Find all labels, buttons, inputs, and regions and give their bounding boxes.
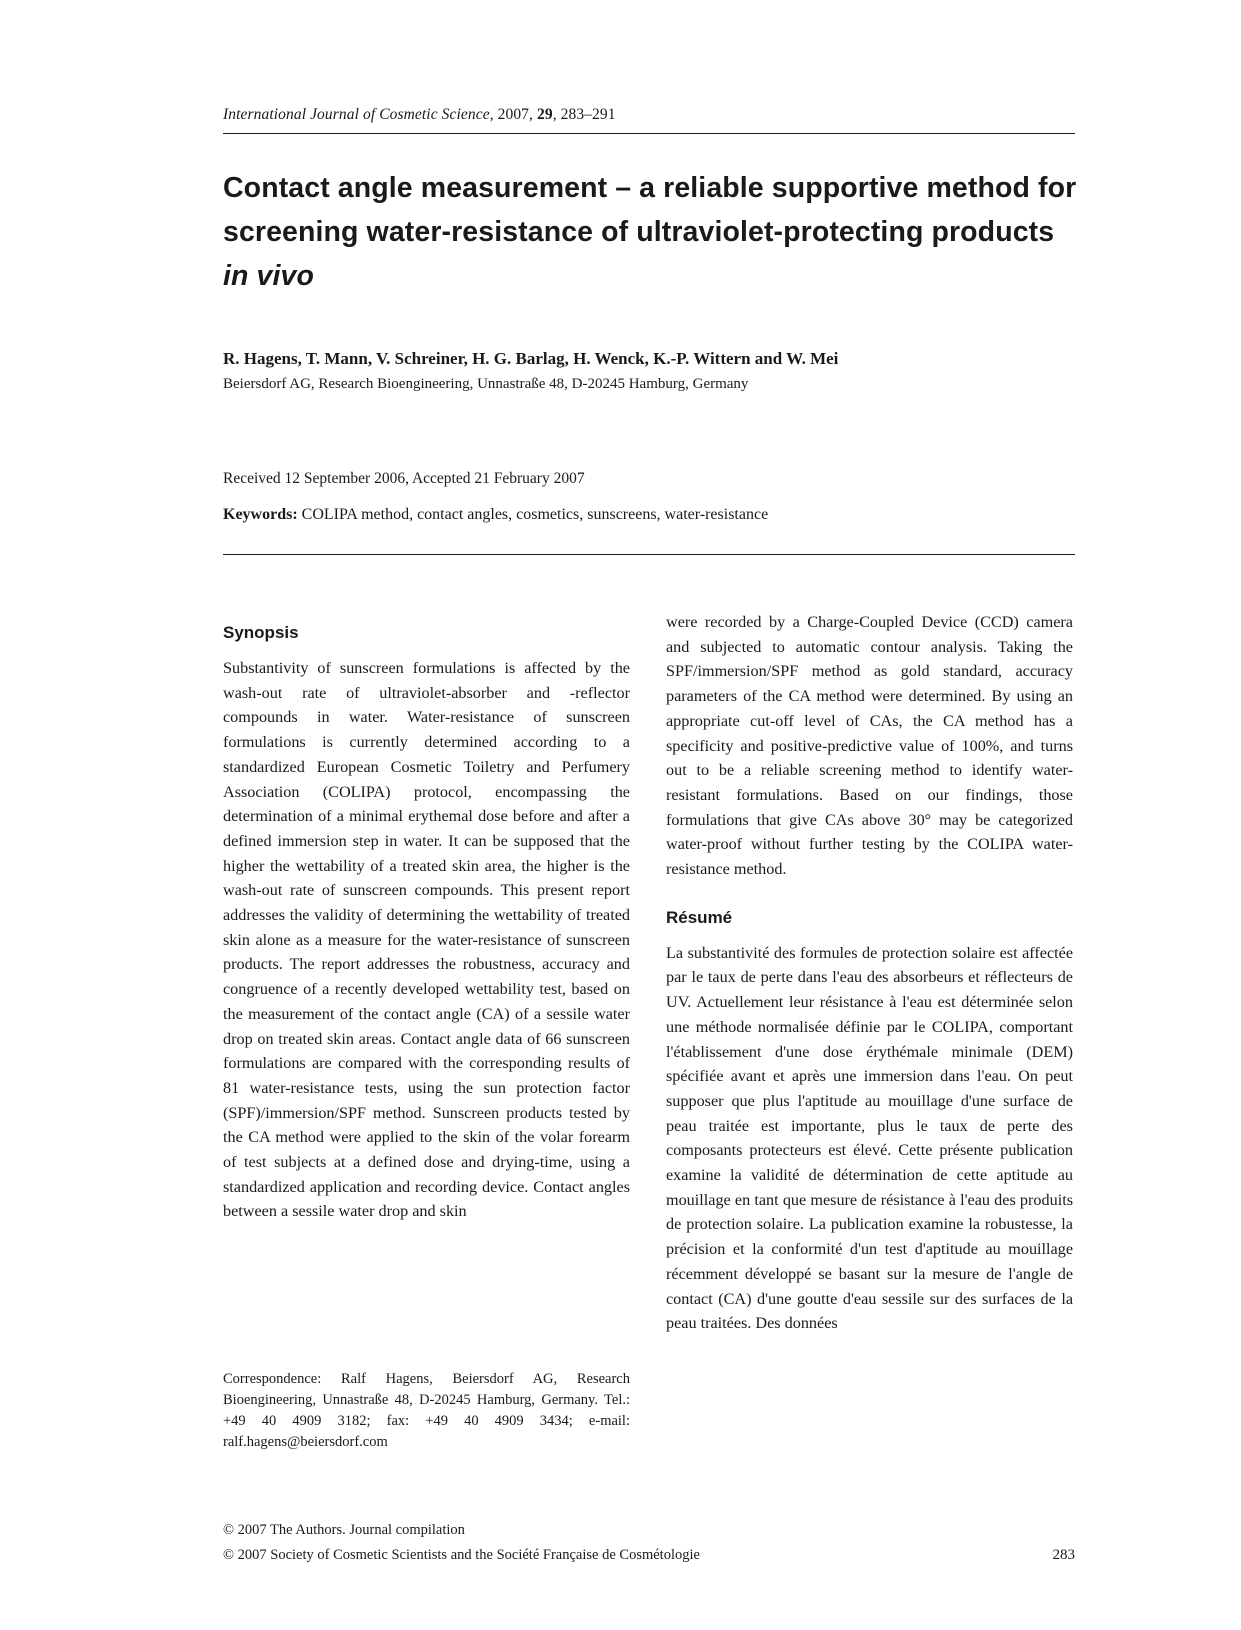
right-column xyxy=(666,610,1073,1336)
article-title-main: Contact angle measurement – a reliable supportive method for screening water-resistance of ultraviolet-protecting products xyxy=(223,172,1077,248)
article-title-italic: in vivo xyxy=(223,260,314,292)
header-divider xyxy=(223,133,1075,134)
journal-year: , 2007, xyxy=(489,106,537,123)
synopsis-heading: Synopsis xyxy=(223,623,299,642)
correspondence-note: Correspondence: Ralf Hagens, Beiersdorf AG, Research Bioengineering, Unnastraße 48, D-20245 Hamburg, Germany. Tel.: +49 40 4909 3182; fax: +49 40 4909 3434; e-mail: ralf.hagens@beiersdorf.com xyxy=(223,1371,630,1450)
copyright-line-2: © 2007 Society of Cosmetic Scientists and the Société Française de Cosmétologie xyxy=(223,1547,700,1563)
journal-citation xyxy=(223,106,1075,124)
left-column xyxy=(223,621,630,1224)
keywords xyxy=(223,506,768,524)
received-dates: Received 12 September 2006, Accepted 21 February 2007 xyxy=(223,470,585,487)
author-list: R. Hagens, T. Mann, V. Schreiner, H. G. Barlag, H. Wenck, K.-P. Wittern and W. Mei xyxy=(223,349,839,368)
synopsis-continued: were recorded by a Charge-Coupled Device (CCD) camera and subjected to automatic contour analysis. Taking the SPF/immersion/SPF method as gold standard, accuracy parameters of the CA method were determined. By using an appropriate cut-off level of CAs, the CA method has a specificity and positive-predictive value of 100%, and turns out to be a reliable screening method to identify water-resistant formulations. Based on our findings, those formulations that give CAs above 30° may be categorized water-proof without further testing by the COLIPA water-resistance method. xyxy=(666,613,1073,879)
journal-pages: , 283–291 xyxy=(552,106,616,123)
journal-volume: 29 xyxy=(537,106,553,123)
article-title xyxy=(223,166,1083,298)
journal-name: International Journal of Cosmetic Science xyxy=(223,106,490,123)
author-affiliation: Beiersdorf AG, Research Bioengineering, Unnastraße 48, D-20245 Hamburg, Germany xyxy=(223,376,749,392)
resume-heading: Résumé xyxy=(666,907,733,927)
page-number: 283 xyxy=(1052,1547,1075,1563)
keywords-label: Keywords: xyxy=(223,506,298,523)
section-divider xyxy=(223,554,1075,555)
synopsis-text: Substantivity of sunscreen formulations is affected by the wash-out rate of ultraviolet-absorber and -reflector compounds in water. Water-resistance of sunscreen formulations is currently determined according to a standardized European Cosmetic Toiletry and Perfumery Association (COLIPA) protocol, encompassing the determination of a minimal erythemal dose before and after a defined immersion step in water. It can be supposed that the higher the wettability of a treated skin area, the higher is the wash-out rate of sunscreen compounds. This present report addresses the validity of determining the wettability of treated skin alone as a measure for the water-resistance of sunscreen products. The report addresses the robustness, accuracy and congruence of a recently developed wettability test, based on the measurement of the contact angle (CA) of a sessile water drop on treated skin areas. Contact angle data of 66 sunscreen formulations are compared with the corresponding results of 81 water-resistance tests, using the sun protection factor (SPF)/immersion/SPF method. Sunscreen products tested by the CA method were applied to the skin of the volar forearm of test subjects at a defined dose and drying-time, using a standardized application and recording device. Contact angles between a sessile water drop and skin xyxy=(223,659,630,1221)
copyright-line-1: © 2007 The Authors. Journal compilation xyxy=(223,1522,465,1538)
resume-text: La substantivité des formules de protection solaire est affectée par le taux de perte dans l'eau des absorbeurs et réflecteurs de UV. Actuellement leur résistance à l'eau est déterminée selon une méthode normalisée définie par le COLIPA, comportant l'établissement d'une dose érythémale minimale (DEM) spécifiée avant et après une immersion dans l'eau. On peut supposer que plus l'aptitude au mouillage d'une surface de peau traitée est importante, plus le taux de perte des composants protecteurs est élevé. Cette présente publication examine la validité de détermination de cette aptitude au mouillage en tant que mesure de résistance à l'eau des produits de protection solaire. La publication examine la robustesse, la précision et la conformité d'un test d'aptitude au mouillage récemment développé se basant sur la mesure de l'angle de contact (CA) d'une goutte d'eau sessile sur des surfaces de la peau traitées. Des données xyxy=(666,943,1073,1333)
keywords-text: COLIPA method, contact angles, cosmetics, sunscreens, water-resistance xyxy=(297,506,769,523)
